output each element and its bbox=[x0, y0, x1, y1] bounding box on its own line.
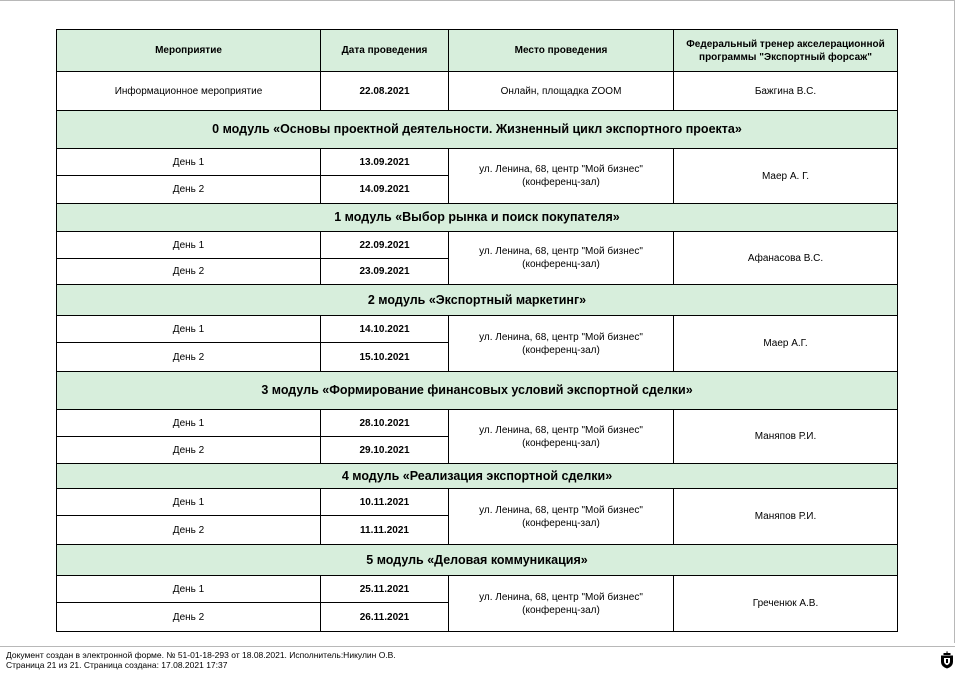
table-row bbox=[57, 489, 898, 516]
footer-divider bbox=[0, 646, 955, 647]
day-name: День 1 bbox=[57, 410, 321, 437]
header-date: Дата проведения bbox=[321, 30, 449, 72]
day-date: 25.11.2021 bbox=[321, 576, 449, 603]
day-date: 23.09.2021 bbox=[321, 259, 449, 285]
footer-line-page: Страница 21 из 21. Страница создана: 17.08.2021 17:37 bbox=[6, 660, 228, 670]
day-date: 13.09.2021 bbox=[321, 149, 449, 176]
day-date: 11.11.2021 bbox=[321, 516, 449, 545]
day-name: День 1 bbox=[57, 316, 321, 343]
module-place: ул. Ленина, 68, центр "Мой бизнес" (конференц-зал) bbox=[449, 149, 674, 204]
day-name: День 2 bbox=[57, 437, 321, 464]
day-date: 26.11.2021 bbox=[321, 603, 449, 632]
coat-of-arms-icon bbox=[940, 651, 954, 669]
schedule-table bbox=[56, 29, 898, 632]
table-row bbox=[57, 232, 898, 259]
module-trainer: Маер А.Г. bbox=[674, 316, 898, 372]
footer-line-document: Документ создан в электронной форме. № 51-01-18-293 от 18.08.2021. Исполнитель:Никулин О.В. bbox=[6, 650, 396, 660]
module-row bbox=[57, 545, 898, 576]
module-trainer: Греченюк А.В. bbox=[674, 576, 898, 632]
module-trainer: Маняпов Р.И. bbox=[674, 489, 898, 545]
module-row bbox=[57, 111, 898, 149]
module-row bbox=[57, 464, 898, 489]
module-title: 1 модуль «Выбор рынка и поиск покупателя» bbox=[57, 204, 898, 232]
day-date: 14.10.2021 bbox=[321, 316, 449, 343]
module-row bbox=[57, 285, 898, 316]
table-row bbox=[57, 576, 898, 603]
day-name: День 2 bbox=[57, 343, 321, 372]
document-footer bbox=[6, 650, 396, 670]
table-row bbox=[57, 72, 898, 111]
day-date: 14.09.2021 bbox=[321, 176, 449, 204]
module-title: 2 модуль «Экспортный маркетинг» bbox=[57, 285, 898, 316]
module-place: ул. Ленина, 68, центр "Мой бизнес" (конференц-зал) bbox=[449, 410, 674, 464]
module-trainer: Маняпов Р.И. bbox=[674, 410, 898, 464]
day-date: 22.09.2021 bbox=[321, 232, 449, 259]
module-title: 3 модуль «Формирование финансовых условий экспортной сделки» bbox=[57, 372, 898, 410]
table-row bbox=[57, 410, 898, 437]
module-place: ул. Ленина, 68, центр "Мой бизнес" (конференц-зал) bbox=[449, 232, 674, 285]
module-place: ул. Ленина, 68, центр "Мой бизнес" (конференц-зал) bbox=[449, 316, 674, 372]
module-title: 0 модуль «Основы проектной деятельности. Жизненный цикл экспортного проекта» bbox=[57, 111, 898, 149]
day-name: День 2 bbox=[57, 516, 321, 545]
event-trainer: Бажгина В.С. bbox=[674, 72, 898, 111]
module-place: ул. Ленина, 68, центр "Мой бизнес" (конференц-зал) bbox=[449, 489, 674, 545]
day-name: День 1 bbox=[57, 149, 321, 176]
event-date: 22.08.2021 bbox=[321, 72, 449, 111]
module-title: 4 модуль «Реализация экспортной сделки» bbox=[57, 464, 898, 489]
module-title: 5 модуль «Деловая коммуникация» bbox=[57, 545, 898, 576]
day-date: 10.11.2021 bbox=[321, 489, 449, 516]
table-row bbox=[57, 149, 898, 176]
header-event: Мероприятие bbox=[57, 30, 321, 72]
module-row bbox=[57, 204, 898, 232]
header-place: Место проведения bbox=[449, 30, 674, 72]
header-trainer: Федеральный тренер акселерационной программы "Экспортный форсаж" bbox=[674, 30, 898, 72]
module-place: ул. Ленина, 68, центр "Мой бизнес" (конференц-зал) bbox=[449, 576, 674, 632]
day-name: День 1 bbox=[57, 232, 321, 259]
day-name: День 2 bbox=[57, 176, 321, 204]
event-name: Информационное мероприятие bbox=[57, 72, 321, 111]
module-trainer: Маер А. Г. bbox=[674, 149, 898, 204]
event-place: Онлайн, площадка ZOOM bbox=[449, 72, 674, 111]
page-border-top bbox=[0, 0, 955, 1]
table-header-row bbox=[57, 30, 898, 72]
day-name: День 1 bbox=[57, 576, 321, 603]
day-name: День 2 bbox=[57, 259, 321, 285]
day-date: 28.10.2021 bbox=[321, 410, 449, 437]
day-date: 29.10.2021 bbox=[321, 437, 449, 464]
day-name: День 1 bbox=[57, 489, 321, 516]
day-date: 15.10.2021 bbox=[321, 343, 449, 372]
module-trainer: Афанасова В.С. bbox=[674, 232, 898, 285]
table-row bbox=[57, 316, 898, 343]
day-name: День 2 bbox=[57, 603, 321, 632]
module-row bbox=[57, 372, 898, 410]
